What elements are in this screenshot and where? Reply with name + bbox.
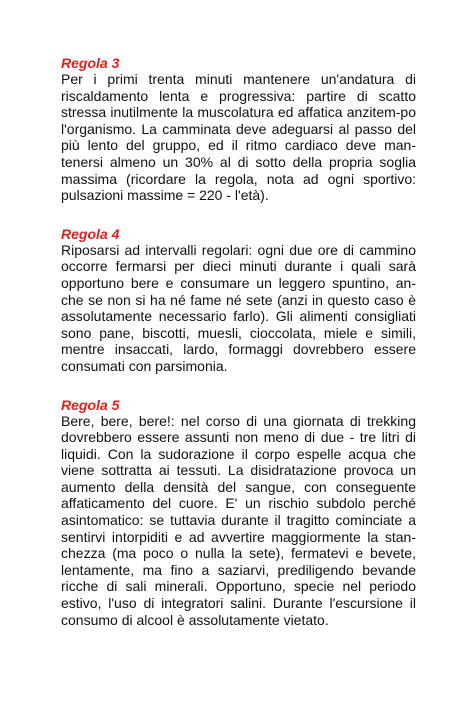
rule-4-section bbox=[61, 226, 416, 375]
rule-5-title: Regola 5 bbox=[61, 396, 120, 413]
rule-4-body: Riposarsi ad intervalli regolari: ogni due ore di cammino occorre fermarsi per dieci minuti durante i quali sarà opportuno bere e consumare un leggero spuntino, an-che se non si ha né fame né sete (anzi in questo caso è assolutamente necessario farlo). Gli alimenti consigliati sono pane, biscotti, muesli, cioccolata, miele e simili, mentre insaccati, lardo, formaggi dovrebbero essere consumati con parsimonia. bbox=[61, 241, 416, 374]
rule-3-section bbox=[61, 55, 416, 204]
rule-4-title: Regola 4 bbox=[61, 225, 120, 242]
rule-3-body: Per i primi trenta minuti mantenere un'andatura di riscaldamento lenta e progressiva: partire di scatto stressa inutilmente la muscolatura ed affatica anzitem-po l'organismo. La camminata deve adeguarsi al passo del più lento del gruppo, ed il ritmo cardiaco deve man-tenersi almeno un 30% al di sotto della propria soglia massima (ricordare la regola, nota ad ogni sportivo: pulsazioni massime = 220 - l'età). bbox=[61, 71, 416, 204]
rule-5-body: Bere, bere, bere!: nel corso di una giornata di trekking dovrebbero essere assunti non meno di due - tre litri di liquidi. Con la sudorazione il corpo espelle acqua che viene sottratta ai tessuti. La disidratazione provoca un aumento della densità del sangue, con conseguente affaticamento del cuore. E' un rischio subdolo perché asintomatico: se tuttavia durante il tragitto cominciate a sentirvi intorpiditi e ad avvertire maggiormente la stan-chezza (ma poco o nulla la sete), fermatevi e bevete, lentamente, ma fino a saziarvi, prediligendo bevande ricche di sali minerali. Opportuno, specie nel periodo estivo, l'uso di integratori salini. Durante l'escursione il consumo di alcool è assolutamente vietato. bbox=[61, 412, 416, 628]
rule-5-section bbox=[61, 397, 416, 629]
rule-3-title: Regola 3 bbox=[61, 55, 120, 71]
document-page bbox=[61, 55, 416, 650]
